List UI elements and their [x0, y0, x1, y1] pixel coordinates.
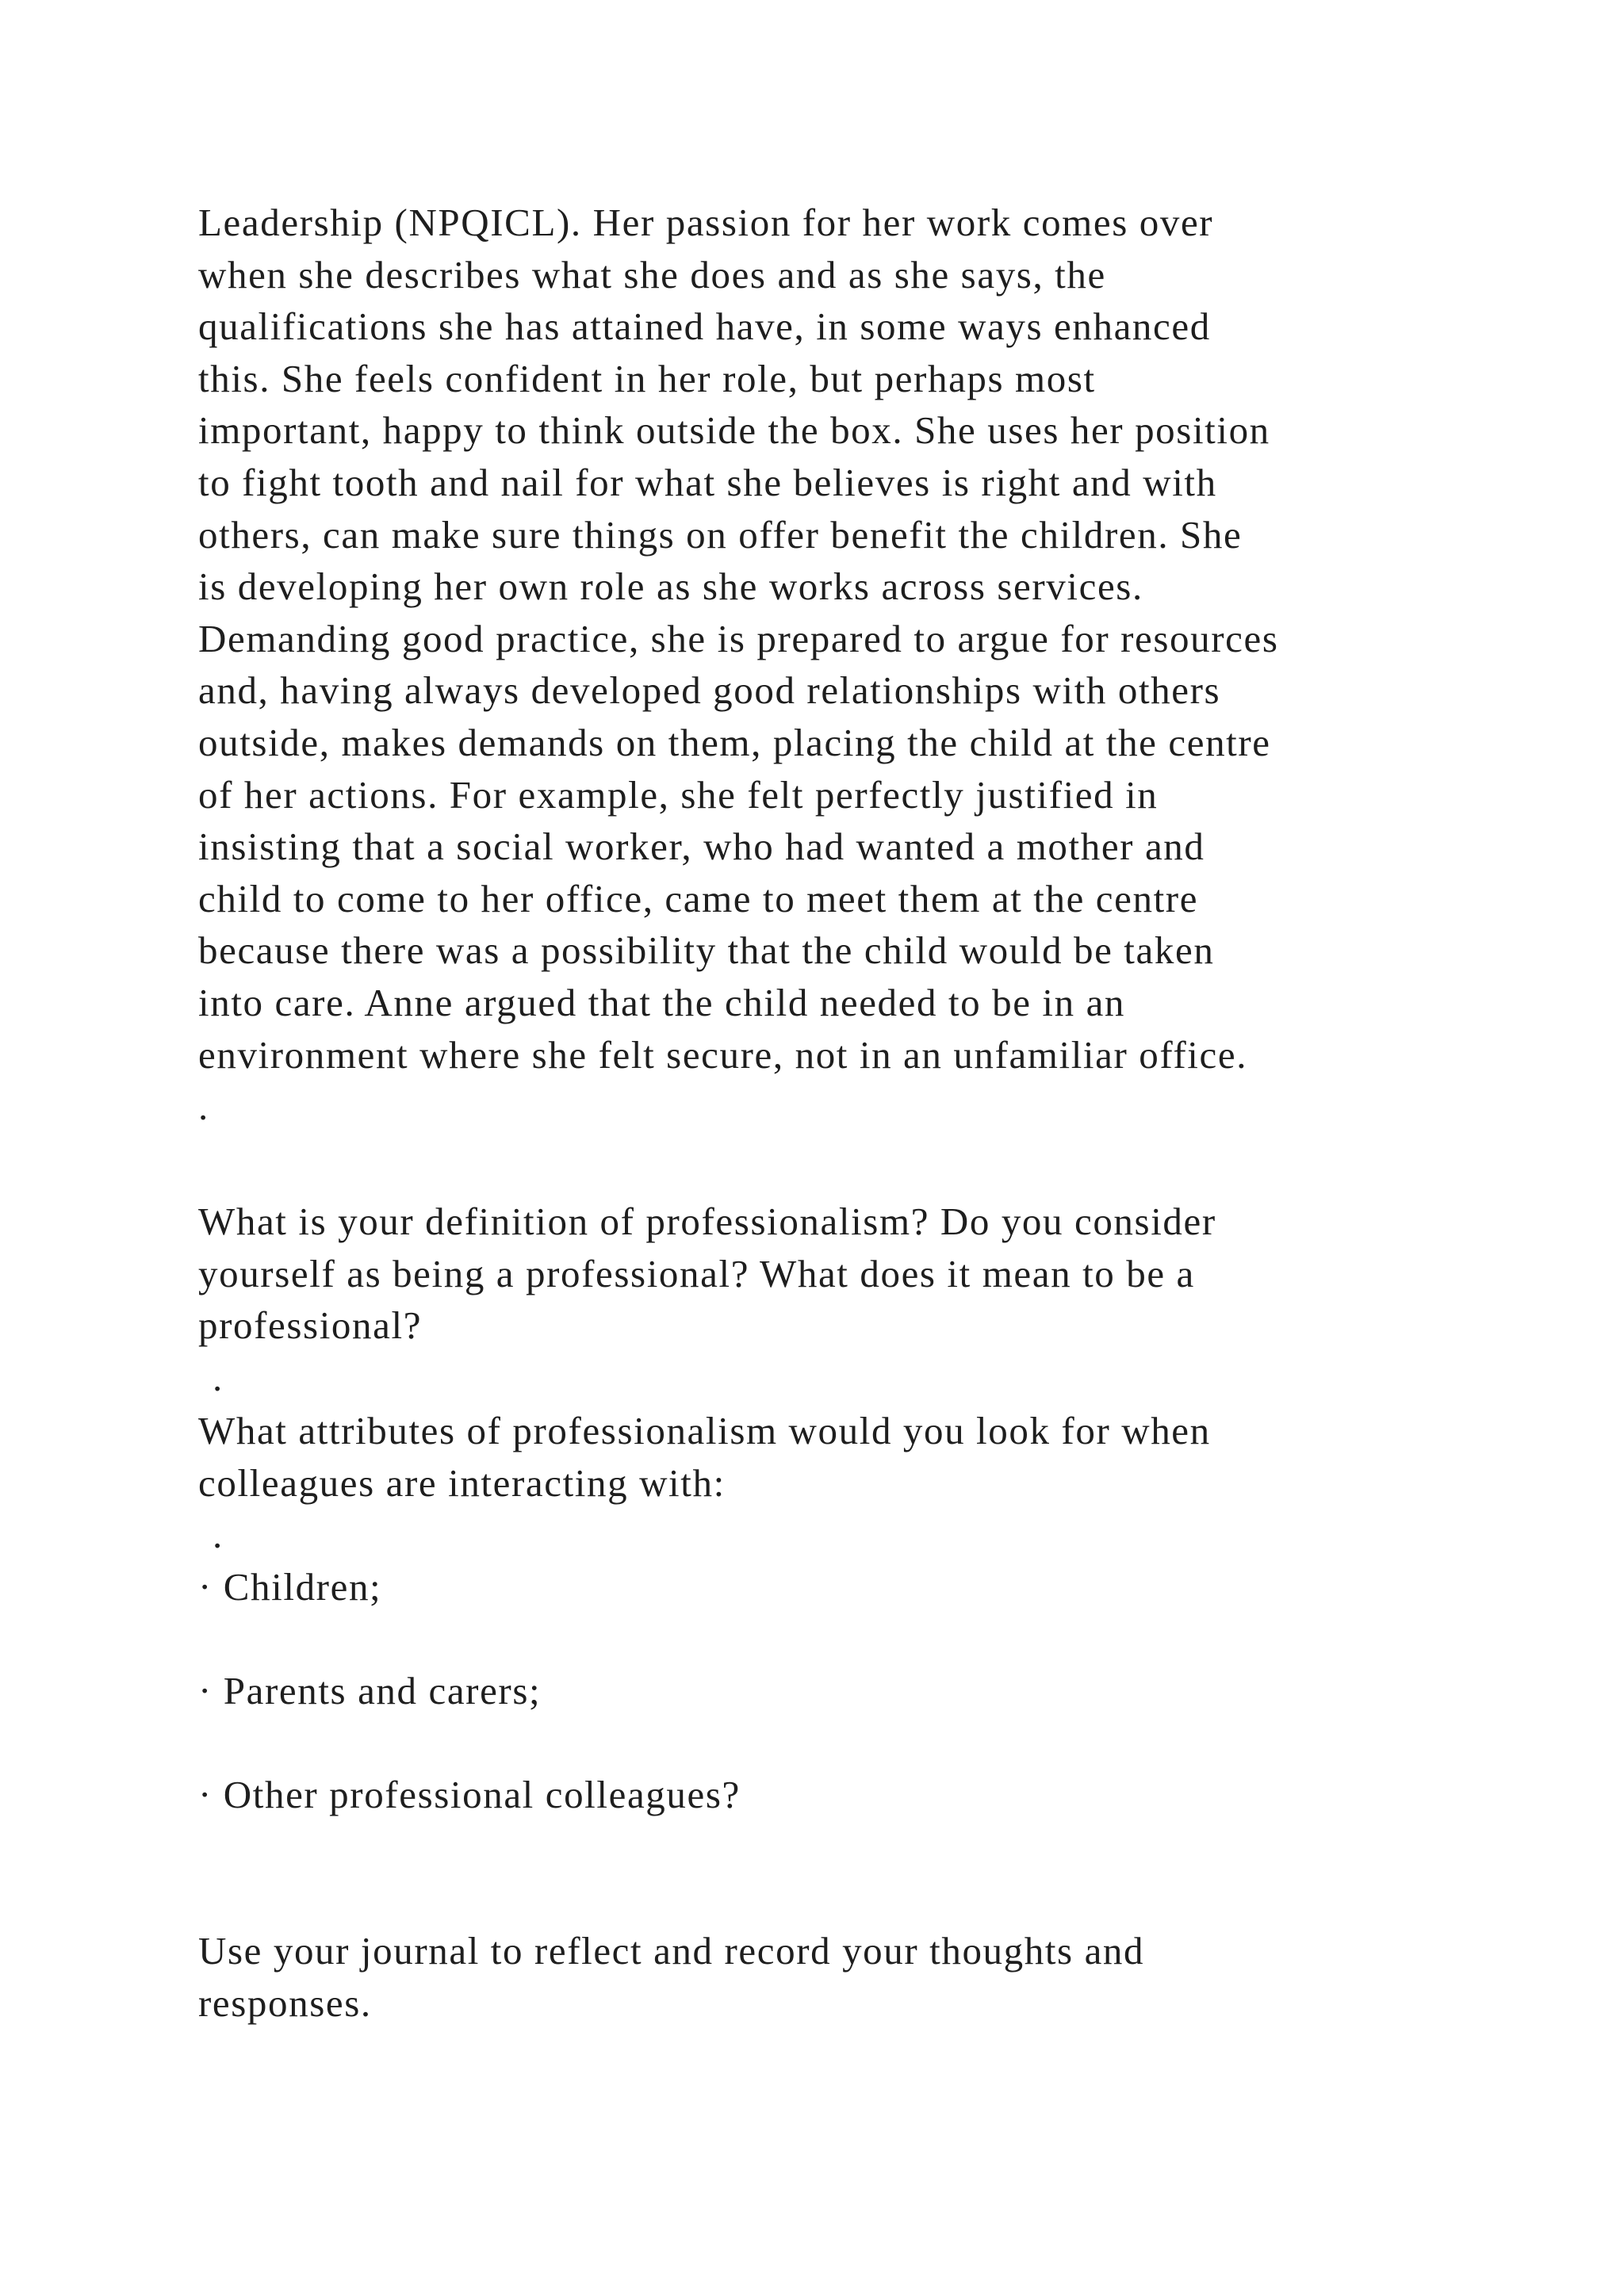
paragraph-line: to fight tooth and nail for what she believes is right and with [198, 460, 1217, 504]
bullet-list [198, 1561, 381, 1613]
question-line: colleagues are interacting with: [198, 1460, 726, 1505]
separator-dot: . [213, 1513, 224, 1557]
separator-dot: . [198, 1085, 209, 1129]
paragraph-line: environment where she felt secure, not in an unfamiliar office. [198, 1032, 1248, 1077]
paragraph-line: child to come to her office, came to meet them at the centre [198, 876, 1199, 920]
paragraph-line: when she describes what she does and as she says, the [198, 252, 1106, 297]
question-line: professional? [198, 1303, 423, 1348]
bullet-list-2 [198, 1665, 541, 1717]
paragraph-line: qualifications she has attained have, in some ways enhanced [198, 304, 1211, 349]
paragraph-line: Demanding good practice, she is prepared to argue for resources [198, 616, 1279, 660]
paragraph-line: Leadership (NPQICL). Her passion for her work comes over [198, 201, 1214, 244]
paragraph-line: outside, makes demands on them, placing the child at the centre [198, 720, 1271, 764]
question-attributes [198, 1405, 1211, 1561]
bullet-item-colleagues: · Other professional colleagues? [198, 1773, 741, 1816]
paragraph-line: because there was a possibility that the child would be taken [198, 928, 1215, 973]
closing-instruction [198, 1925, 1144, 2029]
question-professionalism [198, 1196, 1216, 1403]
paragraph-line: is developing her own role as she works across services. [198, 564, 1143, 609]
paragraph-line: this. She feels confident in her role, but perhaps most [198, 356, 1096, 400]
closing-line: Use your journal to reflect and record your thoughts and [198, 1929, 1145, 1973]
paragraph-line: and, having always developed good relationships with others [198, 668, 1221, 713]
question-line: What attributes of professionalism would you look for when [198, 1409, 1211, 1452]
paragraph-line: important, happy to think outside the box. She uses her position [198, 408, 1270, 453]
paragraph-line: into care. Anne argued that the child needed to be in an [198, 980, 1126, 1024]
question-line: yourself as being a professional? What does it mean to be a [198, 1251, 1195, 1295]
question-line: What is your definition of professionalism? Do you consider [198, 1200, 1216, 1243]
paragraph-line: of her actions. For example, she felt perfectly justified in [198, 772, 1159, 817]
closing-line: responses. [198, 1980, 372, 2025]
bullet-item-children: · Children; [198, 1565, 382, 1609]
paragraph-line: insisting that a social worker, who had wanted a mother and [198, 825, 1205, 869]
case-study-paragraph [198, 197, 1279, 1133]
bullet-item-parents: · Parents and carers; [198, 1669, 542, 1712]
separator-dot: . [213, 1355, 224, 1399]
paragraph-line: others, can make sure things on offer benefit the children. She [198, 512, 1243, 557]
bullet-list-3 [198, 1769, 741, 1821]
